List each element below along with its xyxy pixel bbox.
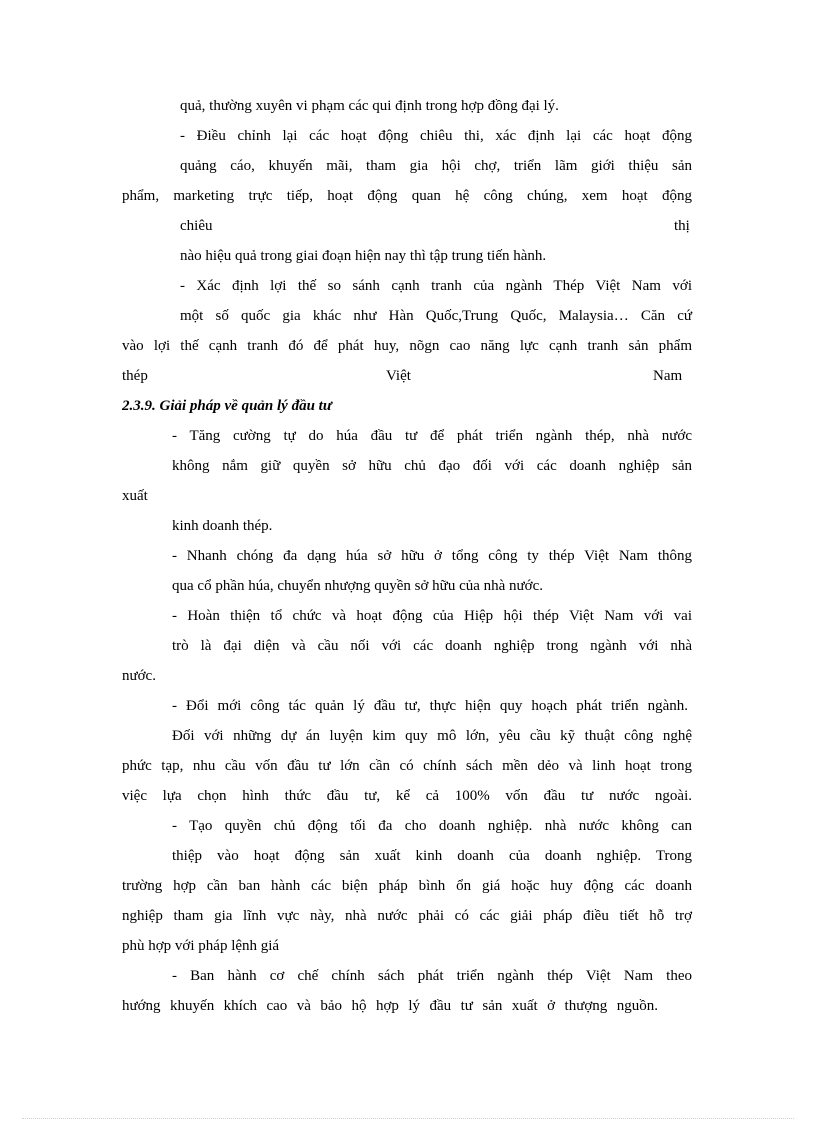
text-line: quả, thường xuyên vi phạm các qui định trong hợp đồng đại lý. xyxy=(180,98,559,114)
text-line: Đối với những dự án luyện kim quy mô lớn, yêu cầu kỹ thuật công nghệ xyxy=(172,728,692,744)
text-line: - Tạo quyền chủ động tối đa cho doanh nghiệp. nhà nước không can xyxy=(172,818,692,834)
text-line: kinh doanh thép. xyxy=(172,518,273,534)
text-line: - Nhanh chóng đa dạng húa sở hữu ở tổng công ty thép Việt Nam thông xyxy=(172,548,692,564)
text-line: việc lựa chọn hình thức đầu tư, kể cả 100% vốn đầu tư nước ngoài. xyxy=(122,788,692,804)
text-line: nghiệp tham gia lĩnh vực này, nhà nước phải có các giải pháp điều tiết hỗ trợ xyxy=(122,908,692,924)
text-line: phức tạp, nhu cầu vốn đầu tư lớn cần có chính sách mền dẻo và linh hoạt trong xyxy=(122,758,692,774)
text-line: thép xyxy=(122,368,148,384)
text-line: xuất xyxy=(122,488,148,504)
section-heading: 2.3.9. Giải pháp về quản lý đầu tư xyxy=(122,398,332,414)
text-line: - Ban hành cơ chế chính sách phát triển ngành thép Việt Nam theo xyxy=(172,968,692,984)
text-line: qua cổ phần húa, chuyển nhượng quyền sở hữu của nhà nước. xyxy=(172,578,544,594)
text-line: không nắm giữ quyền sở hữu chủ đạo đối với các doanh nghiệp sản xyxy=(172,458,692,474)
text-line: một số quốc gia khác như Hàn Quốc,Trung Quốc, Malaysia… Căn cứ xyxy=(180,308,692,324)
text-line: thị xyxy=(674,218,690,234)
text-line: - Xác định lợi thế so sánh cạnh tranh của ngành Thép Việt Nam với xyxy=(180,278,692,294)
text-line: Việt xyxy=(386,368,411,384)
text-line: thiệp vào hoạt động sản xuất kinh doanh của doanh nghiệp. Trong xyxy=(172,848,692,864)
text-line: - Đổi mới công tác quản lý đầu tư, thực hiện quy hoạch phát triển ngành. xyxy=(172,698,688,714)
text-line: trò là đại diện và cầu nối với các doanh nghiệp trong ngành với nhà xyxy=(172,638,692,654)
text-line: chiêu xyxy=(180,218,213,234)
page-bottom-border xyxy=(22,1118,794,1119)
text-line: trường hợp cần ban hành các biện pháp bình ổn giá hoặc huy động các doanh xyxy=(122,878,692,894)
text-line: - Hoàn thiện tổ chức và hoạt động của Hiệp hội thép Việt Nam với vai xyxy=(172,608,692,624)
text-line: Nam xyxy=(653,368,683,384)
text-line: nước. xyxy=(122,668,156,684)
text-line: phù hợp với pháp lệnh giá xyxy=(122,938,280,954)
text-line: phẩm, marketing trực tiếp, hoạt động quan hệ công chúng, xem hoạt động xyxy=(122,188,692,204)
text-line: - Tăng cường tự do húa đầu tư để phát triển ngành thép, nhà nước xyxy=(172,428,692,444)
text-line: hướng khuyến khích cao và bảo hộ hợp lý đầu tư sản xuất ở thượng nguồn. xyxy=(122,998,658,1014)
text-line: - Điều chỉnh lại các hoạt động chiêu thi, xác định lại các hoạt động xyxy=(180,128,692,144)
text-line: vào lợi thế cạnh tranh đó để phát huy, nõgn cao năng lực cạnh tranh sản phẩm xyxy=(122,338,692,354)
text-line: nào hiệu quả trong giai đoạn hiện nay thì tập trung tiến hành. xyxy=(180,248,547,264)
text-line: quảng cáo, khuyến mãi, tham gia hội chợ, triển lãm giới thiệu sản xyxy=(180,158,692,174)
